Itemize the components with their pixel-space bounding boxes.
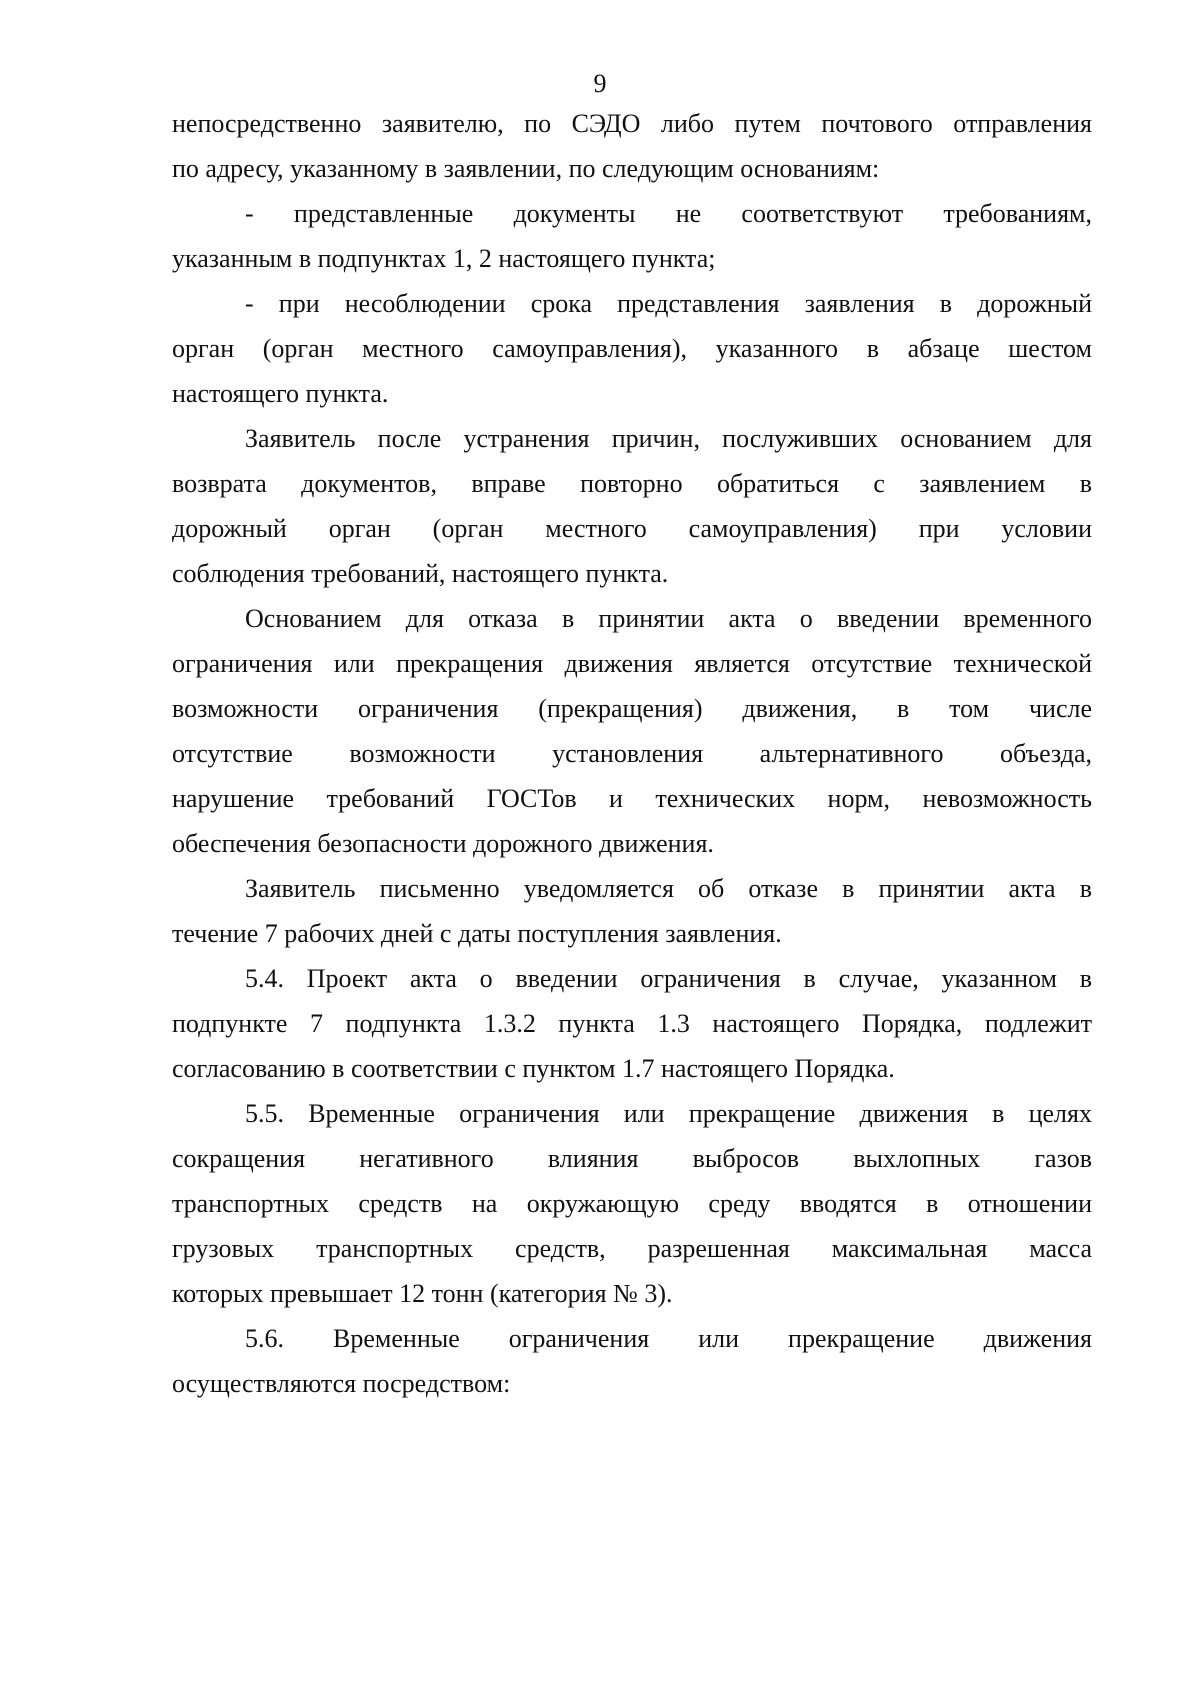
text-line: Основанием для отказа в принятии акта о введении временного — [245, 604, 1092, 633]
text-line: отсутствие возможности установления альтернативного объезда, — [172, 739, 1092, 768]
text-line: дорожный орган (орган местного самоуправления) при условии — [172, 514, 1092, 543]
text-line: Заявитель письменно уведомляется об отказе в принятии акта в — [245, 874, 1092, 903]
text-line: грузовых транспортных средств, разрешенная максимальная масса — [172, 1234, 1092, 1263]
text-line: указанным в подпунктах 1, 2 настоящего пункта; — [172, 244, 716, 273]
text-line: нарушение требований ГОСТов и технических норм, невозможность — [172, 784, 1092, 813]
text-line: 5.6. Временные ограничения или прекращение движения — [245, 1324, 1092, 1353]
text-line: 5.5. Временные ограничения или прекращение движения в целях — [245, 1099, 1092, 1128]
text-line: непосредственно заявителю, по СЭДО либо путем почтового отправления — [172, 109, 1092, 138]
text-line: по адресу, указанному в заявлении, по следующим основаниям: — [172, 154, 880, 183]
text-line: которых превышает 12 тонн (категория № 3). — [172, 1279, 673, 1308]
text-line: осуществляются посредством: — [172, 1369, 511, 1398]
text-line: 5.4. Проект акта о введении ограничения в случае, указанном в — [245, 964, 1092, 993]
text-line: ограничения или прекращения движения является отсутствие технической — [172, 649, 1092, 678]
text-line: возврата документов, вправе повторно обратиться с заявлением в — [172, 469, 1092, 498]
text-line: - представленные документы не соответствуют требованиям, — [245, 199, 1092, 228]
text-line: транспортных средств на окружающую среду вводятся в отношении — [172, 1189, 1092, 1218]
text-line: сокращения негативного влияния выбросов выхлопных газов — [172, 1144, 1092, 1173]
text-line: Заявитель после устранения причин, послуживших основанием для — [245, 424, 1092, 453]
text-line: настоящего пункта. — [172, 379, 389, 408]
text-line: возможности ограничения (прекращения) движения, в том числе — [172, 694, 1092, 723]
text-line: течение 7 рабочих дней с даты поступления заявления. — [172, 919, 782, 948]
text-line: обеспечения безопасности дорожного движения. — [172, 829, 714, 858]
text-line: согласованию в соответствии с пунктом 1.7 настоящего Порядка. — [172, 1054, 895, 1083]
text-line: соблюдения требований, настоящего пункта. — [172, 559, 669, 588]
text-line: - при несоблюдении срока представления заявления в дорожный — [245, 289, 1092, 318]
text-line: подпункте 7 подпункта 1.3.2 пункта 1.3 настоящего Порядка, подлежит — [172, 1009, 1092, 1038]
text-line: орган (орган местного самоуправления), указанного в абзаце шестом — [172, 334, 1092, 363]
page-number: 9 — [593, 69, 607, 98]
